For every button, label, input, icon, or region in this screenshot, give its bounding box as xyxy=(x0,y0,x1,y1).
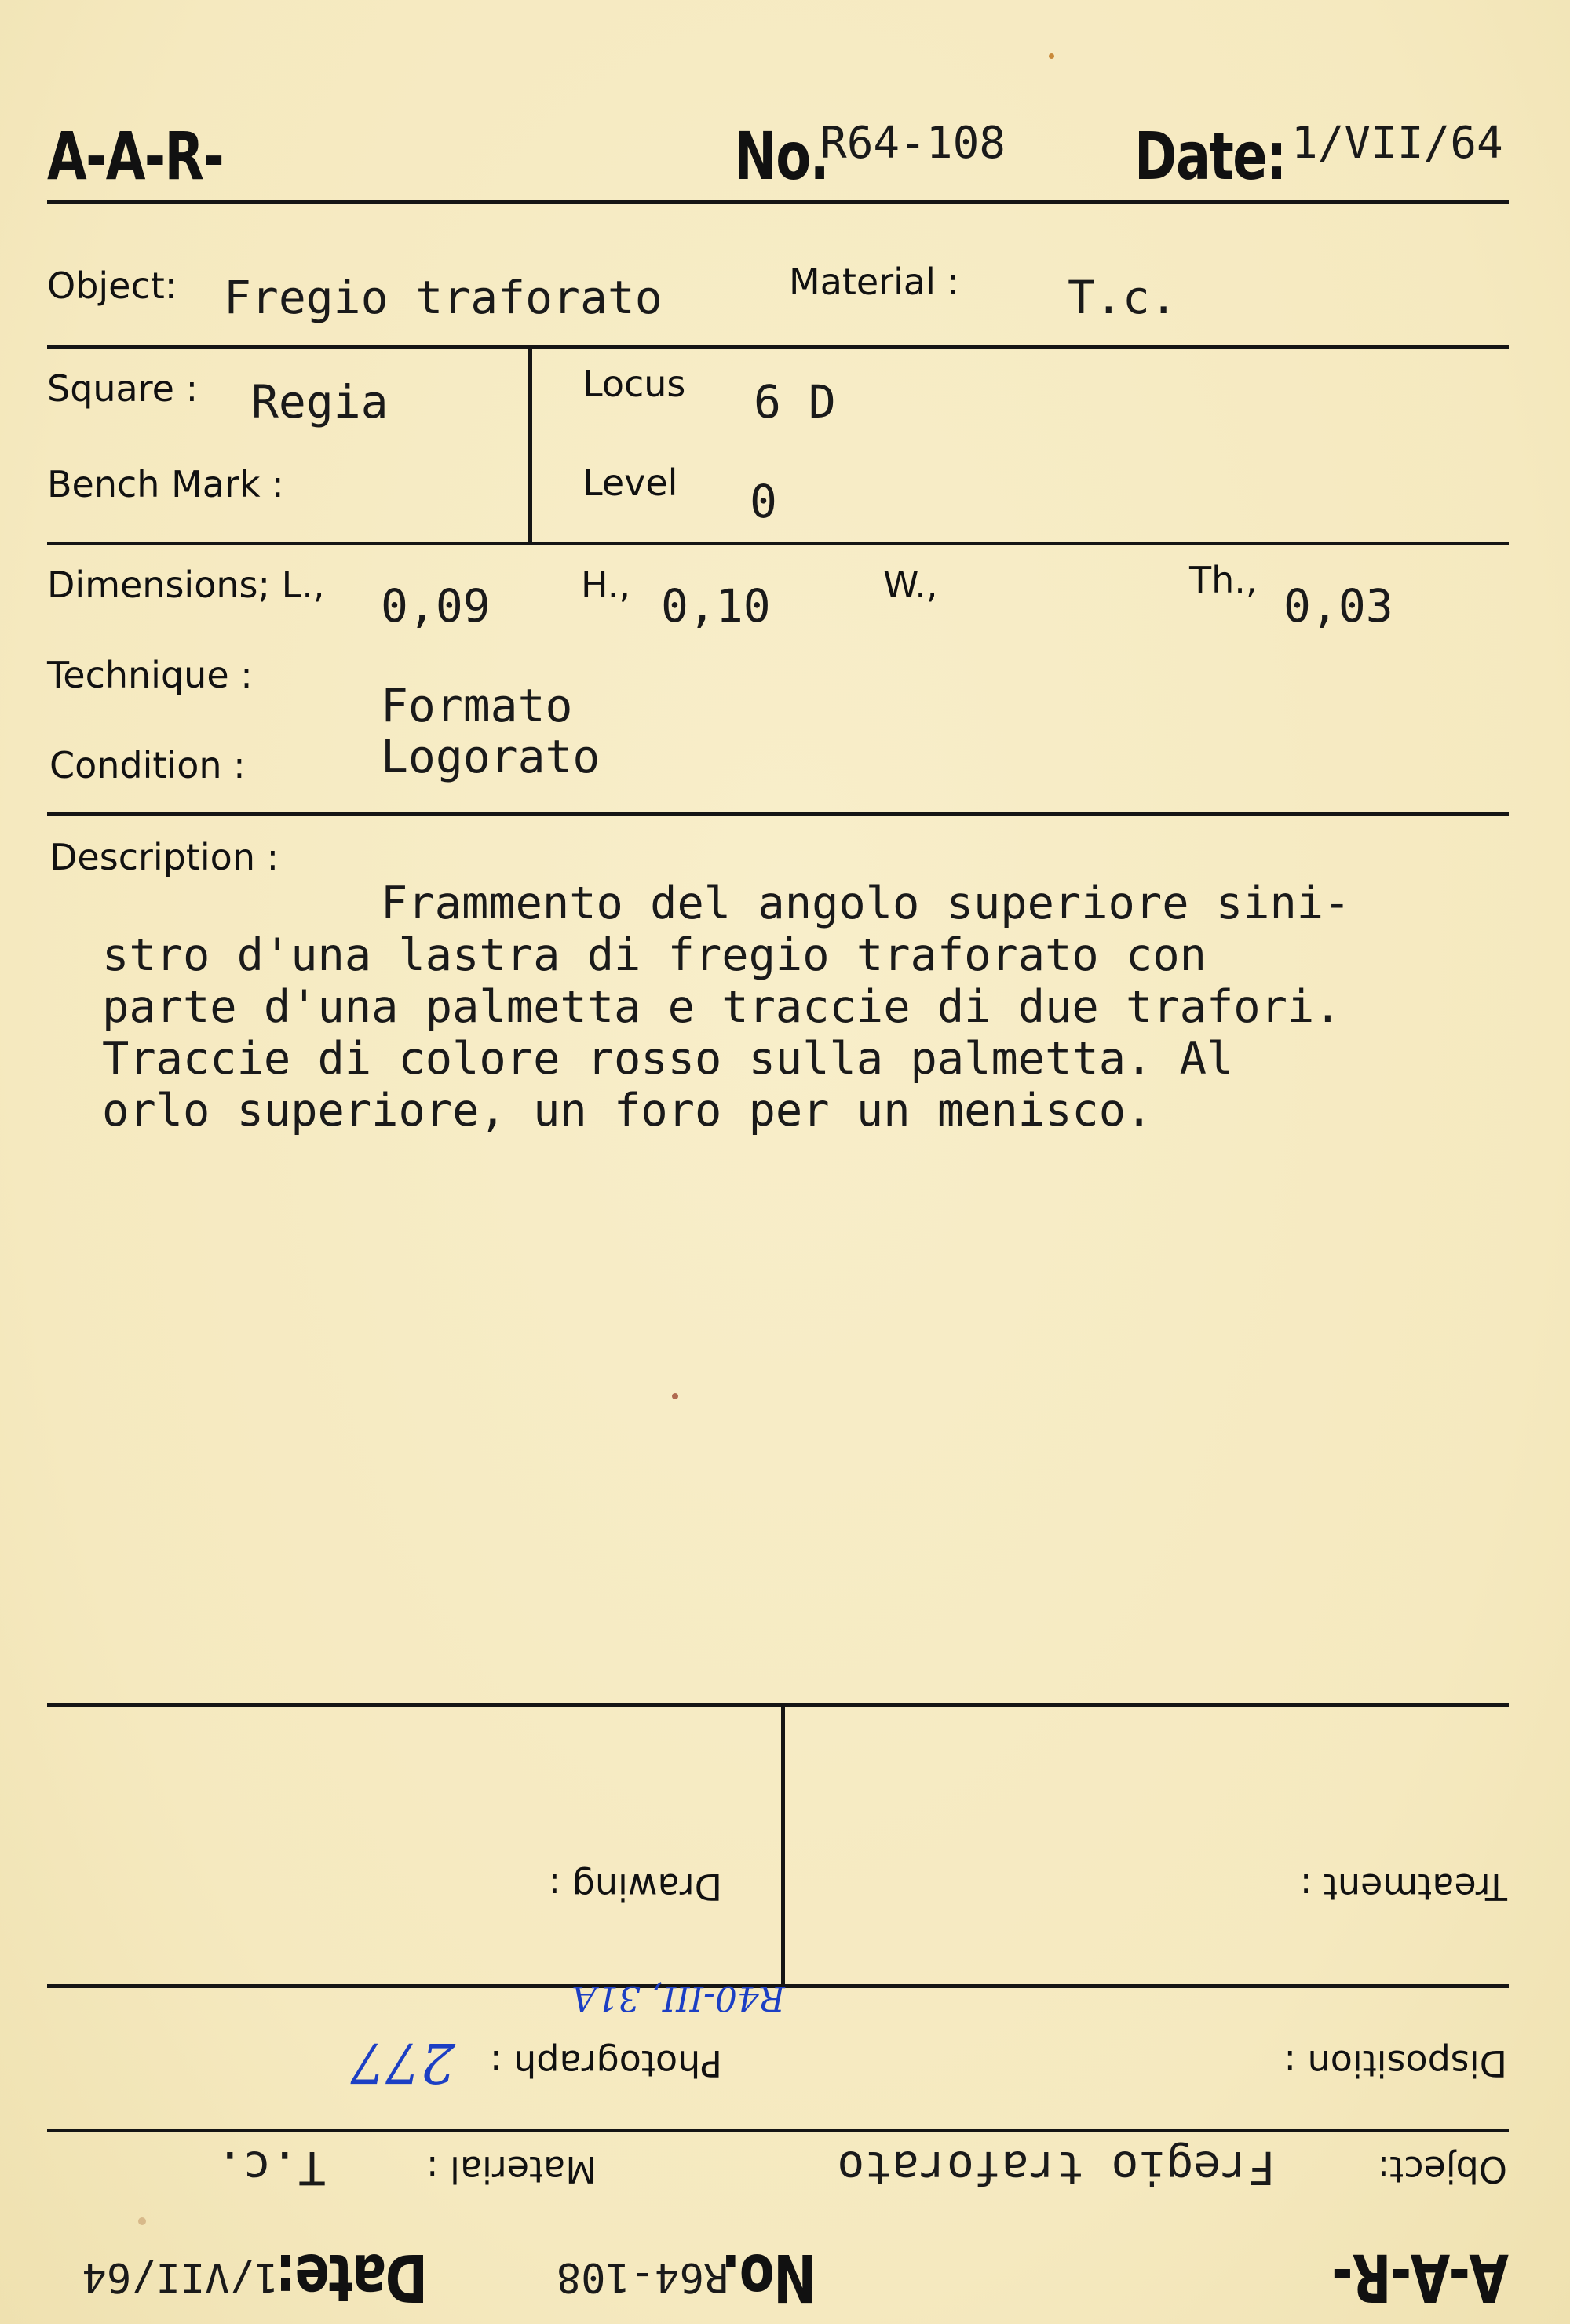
inverted-number-label: No. xyxy=(721,2239,816,2316)
inverted-treatment-label: Treatment : xyxy=(1299,1866,1507,1908)
thickness-value: 0,03 xyxy=(1283,579,1393,633)
inverted-material-label: Material : xyxy=(426,2148,597,2191)
org-label: A-A-R- xyxy=(47,118,224,195)
inverted-number-value: R64-108 xyxy=(556,2253,728,2300)
paper-stain xyxy=(138,2217,146,2225)
square-value: Regia xyxy=(251,375,389,429)
object-label: Object: xyxy=(47,265,177,307)
square-label: Square : xyxy=(47,367,199,410)
locus-label: Locus xyxy=(582,363,686,405)
inverted-section xyxy=(0,1695,1570,2324)
number-value: R64-108 xyxy=(820,118,1006,169)
location-column-divider xyxy=(528,349,532,543)
length-value: 0,09 xyxy=(381,579,491,633)
inverted-drawing-label: Drawing : xyxy=(548,1866,722,1908)
material-value: T.c. xyxy=(1068,271,1178,324)
header-divider xyxy=(47,200,1509,204)
thickness-label: Th., xyxy=(1189,559,1258,601)
object-value: Fregio traforato xyxy=(224,271,663,324)
technique-value: Formato xyxy=(381,679,573,732)
description-line-4: Traccie di colore rosso sulla palmetta. Al xyxy=(102,1033,1234,1085)
level-value: 0 xyxy=(750,475,777,528)
description-label: Description : xyxy=(49,836,279,878)
object-divider xyxy=(47,345,1509,349)
dimensions-label: Dimensions; L., xyxy=(47,564,325,606)
photo-number-handwritten: 277 xyxy=(350,2030,455,2095)
description-line-3: parte d'una palmetta e traccie di due trafori. xyxy=(102,981,1342,1033)
location-divider xyxy=(47,542,1509,545)
locus-value: 6 D xyxy=(754,375,836,429)
description-line-2: stro d'una lastra di fregio traforato con xyxy=(102,929,1207,981)
paper-stain xyxy=(1049,53,1054,59)
photo-reference-handwritten: R40-III, 31A xyxy=(571,1978,785,2018)
inverted-disposition-label: Disposition : xyxy=(1283,2042,1507,2085)
description-line-1: Frammento del angolo superiore sini- xyxy=(381,877,1351,929)
paper-stain xyxy=(672,1393,678,1399)
condition-label: Condition : xyxy=(49,744,246,786)
level-label: Level xyxy=(582,462,678,504)
description-line-5: orlo superiore, un foro per un menisco. xyxy=(102,1085,1153,1136)
inverted-object-label: Object: xyxy=(1377,2148,1507,2191)
inverted-material-value: T.c. xyxy=(216,2141,326,2194)
inverted-date-value: 1/VII/64 xyxy=(82,2253,279,2300)
height-value: 0,10 xyxy=(661,579,771,633)
condition-value: Logorato xyxy=(381,730,601,783)
inverted-org-label: A-A-R- xyxy=(1332,2239,1509,2316)
height-label: H., xyxy=(581,564,631,606)
technique-label: Technique : xyxy=(47,654,253,696)
number-label: No. xyxy=(734,118,829,195)
bench-mark-label: Bench Mark : xyxy=(47,463,284,505)
inverted-photograph-label: Photograph : xyxy=(490,2042,722,2085)
date-label: Date: xyxy=(1134,118,1286,195)
width-label: W., xyxy=(883,564,938,606)
inverted-object-value: Fregio traforato xyxy=(837,2141,1276,2194)
date-value: 1/VII/64 xyxy=(1291,118,1503,169)
inverted-date-label: Date: xyxy=(276,2239,428,2316)
material-label: Material : xyxy=(789,261,959,303)
dimensions-divider xyxy=(47,812,1509,816)
